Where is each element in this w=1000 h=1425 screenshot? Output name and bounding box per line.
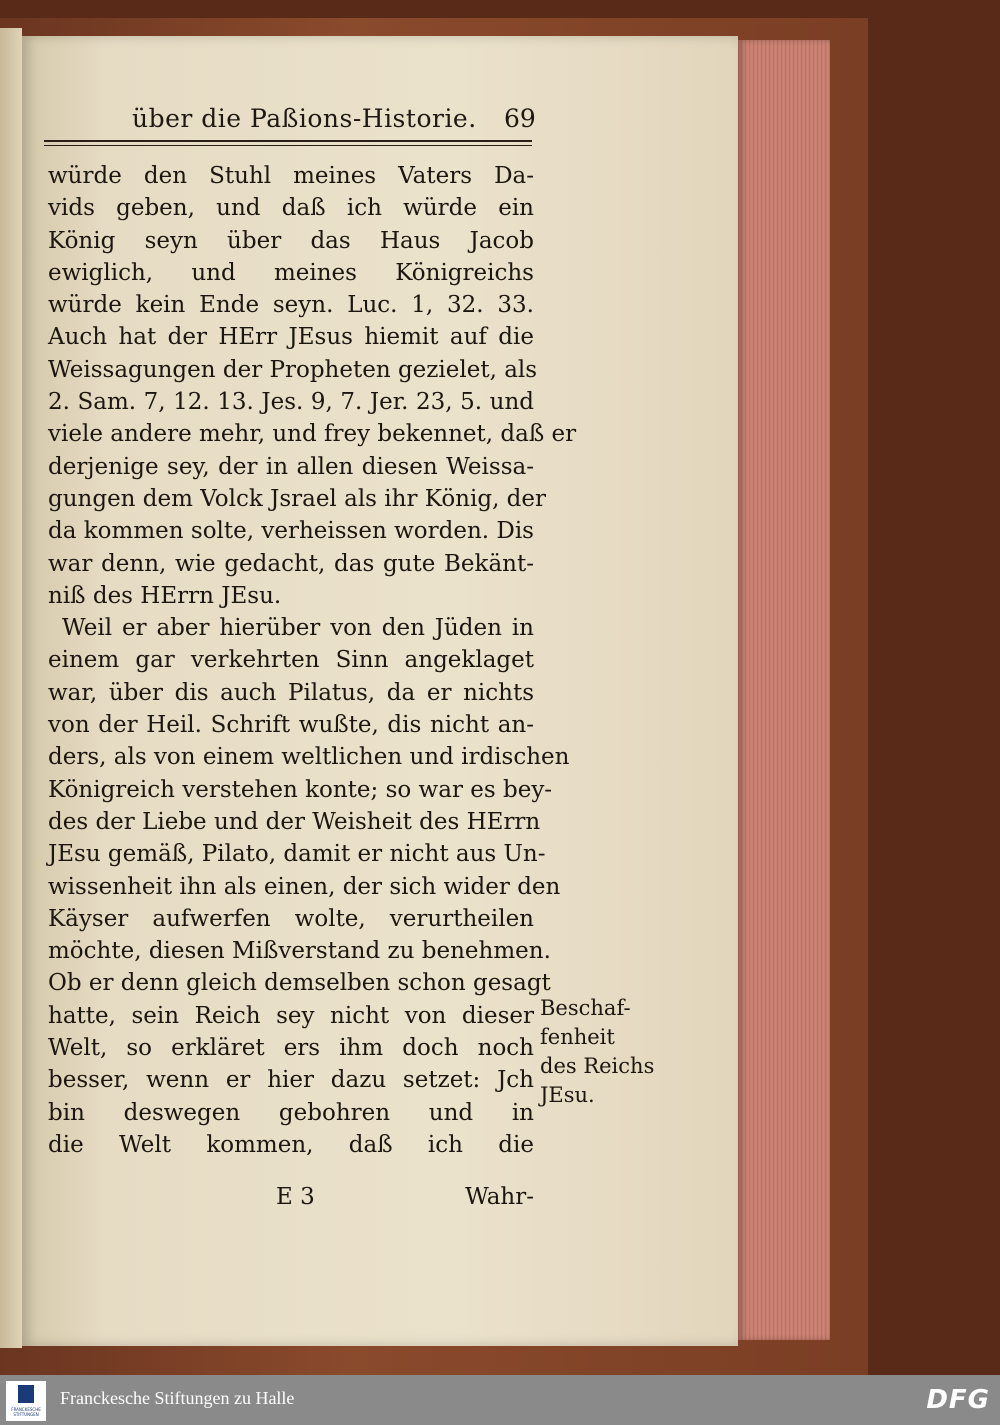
catchword: Wahr- — [465, 1184, 534, 1210]
page-number: 69 — [504, 104, 536, 133]
marginal-note-line: fenheit — [540, 1025, 615, 1049]
text-line: ewiglich, und meines Königreichs — [48, 259, 534, 286]
text-line: ders, als von einem weltlichen und irdischen — [48, 744, 570, 771]
text-line: Käyser aufwerfen wolte, verurtheilen — [48, 905, 534, 932]
text-line: Königreich verstehen konte; so war es bey- — [48, 776, 553, 803]
institution-logo-text: FRANCKESCHE STIFTUNGEN — [11, 1407, 41, 1417]
text-line: Auch hat der HErr JEsus hiemit auf die — [48, 324, 534, 351]
page-header — [122, 104, 542, 138]
text-line: bin deswegen gebohren und in — [48, 1099, 534, 1126]
body-text — [48, 160, 577, 1161]
text-line: gungen dem Volck Jsrael als ihr König, der — [48, 485, 547, 512]
text-line: wissenheit ihn als einen, der sich wider den — [48, 873, 561, 900]
text-line: niß des HErrn JEsu. — [48, 582, 282, 609]
text-line: würde kein Ende seyn. Luc. 1, 32. 33. — [48, 292, 534, 319]
signature-mark: E 3 — [276, 1184, 315, 1210]
text-line: war, über dis auch Pilatus, da er nichts — [48, 679, 534, 706]
header-rule — [44, 140, 532, 146]
footer-bar — [0, 1375, 1000, 1425]
institution-logo[interactable] — [6, 1381, 46, 1421]
institution-name[interactable]: Franckesche Stiftungen zu Halle — [60, 1388, 295, 1408]
text-line: von der Heil. Schrift wußte, dis nicht an- — [48, 712, 534, 739]
text-line: Ob er denn gleich demselben schon gesagt — [48, 970, 551, 997]
text-line: besser, wenn er hier dazu setzet: Jch — [48, 1067, 534, 1094]
text-line: des der Liebe und der Weisheit des HErrn — [48, 808, 541, 835]
text-line: möchte, diesen Mißverstand zu benehmen. — [48, 938, 551, 965]
marginal-note-line: JEsu. — [540, 1083, 595, 1107]
text-line: hatte, sein Reich sey nicht von dieser — [48, 1002, 534, 1029]
dfg-logo[interactable]: DFG — [926, 1385, 990, 1415]
marginal-note — [540, 994, 660, 1110]
text-line: JEsu gemäß, Pilato, damit er nicht aus Un- — [48, 841, 546, 868]
text-line: vids geben, und daß ich würde ein — [48, 195, 534, 222]
text-line: würde den Stuhl meines Vaters Da- — [48, 163, 534, 189]
text-line: derjenige sey, der in allen diesen Weissa- — [48, 453, 534, 480]
institution-emblem-icon — [18, 1385, 34, 1403]
text-line: da kommen solte, verheissen worden. Dis — [48, 518, 534, 545]
gutter-edge — [0, 28, 22, 1348]
text-line: die Welt kommen, daß ich die — [48, 1131, 534, 1158]
text-line: Welt, so erkläret ers ihm doch noch — [48, 1035, 534, 1062]
text-line: König seyn über das Haus Jacob — [48, 227, 534, 254]
text-line: war denn, wie gedacht, das gute Bekänt- — [48, 550, 534, 577]
running-title: über die Paßions-Historie. — [132, 104, 477, 133]
text-line: 2. Sam. 7, 12. 13. Jes. 9, 7. Jer. 23, 5. und — [48, 389, 534, 416]
text-line: einem gar verkehrten Sinn angeklaget — [48, 647, 534, 674]
text-line: viele andere mehr, und frey bekennet, daß er — [48, 421, 577, 448]
signature-line — [48, 1184, 534, 1218]
text-line: Weissagungen der Propheten gezielet, als — [48, 356, 538, 383]
paragraph-start-line: Weil er aber hierüber von den Jüden in — [62, 615, 534, 642]
marginal-note-line: des Reichs — [540, 1054, 655, 1078]
marginal-note-line: Beschaf- — [540, 996, 631, 1020]
page-fore-edge — [738, 40, 830, 1340]
